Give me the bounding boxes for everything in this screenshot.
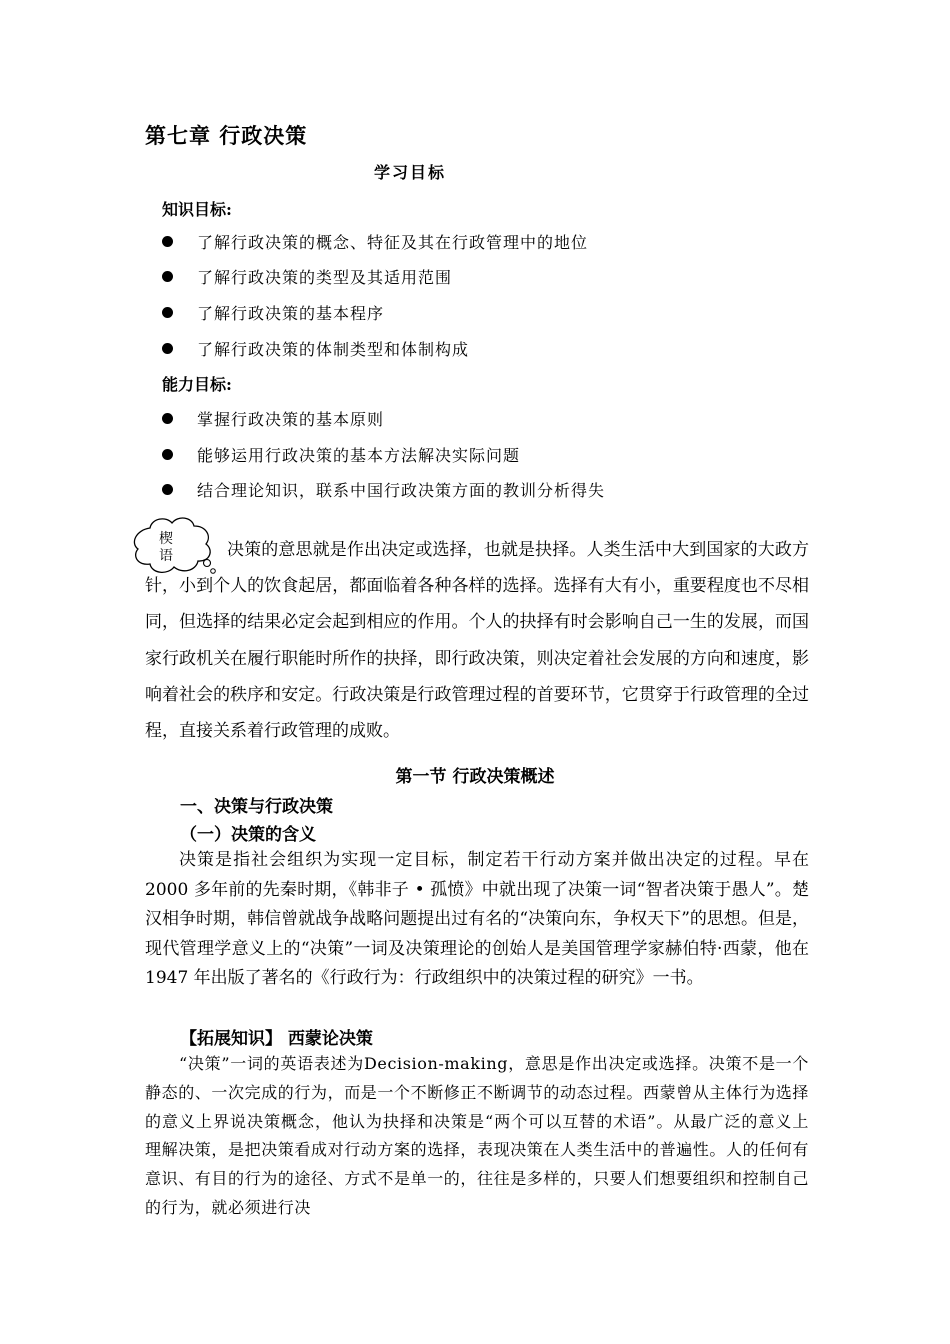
knowledge-goal-item: 了解行政决策的概念、特征及其在行政管理中的地位	[162, 230, 588, 253]
bullet-icon	[162, 307, 173, 318]
knowledge-goal-item: 了解行政决策的类型及其适用范围	[162, 265, 452, 288]
bullet-icon	[162, 449, 173, 460]
knowledge-goal-item: 了解行政决策的体制类型和体制构成	[162, 337, 469, 360]
extension-heading: 【拓展知识】 西蒙论决策	[180, 1029, 373, 1049]
bullet-icon	[162, 343, 173, 354]
bullet-icon	[162, 271, 173, 282]
ability-goal-item: 结合理论知识，联系中国行政决策方面的教训分析得失	[162, 478, 605, 501]
section-title: 第一节 行政决策概述	[395, 767, 555, 787]
ability-goal-item: 能够运用行政决策的基本方法解决实际问题	[162, 443, 520, 466]
ability-goals-heading: 能力目标:	[162, 375, 232, 394]
knowledge-goal-item: 了解行政决策的基本程序	[162, 301, 384, 324]
objectives-title: 学习目标	[373, 163, 446, 182]
chapter-title: 第七章 行政决策	[145, 124, 308, 148]
bullet-icon	[162, 413, 173, 424]
extension-paragraph: “决策”一词的英语表述为Decision-making，意思是作出决定或选择。决策不是一个静态的、一次完成的行为，而是一个不断修正不断调节的动态过程。西蒙曾从主体行为选择的意义上界说决策概念，他认为抉择和决策是“两个可以互替的术语”。从最广泛的意义上理解决策，是把决策看成对行动方案的选择，表现决策在人类生活中的普遍性。人的任何有意识、有目的行为的途径、方式不是单一的，往往是多样的，只要人们想要组织和控制自己的行为，就必须进行决	[145, 1054, 810, 1217]
intro-label: 楔语	[159, 531, 173, 564]
bullet-icon	[162, 236, 173, 247]
section-heading-1: 一、决策与行政决策	[180, 797, 333, 817]
knowledge-goals-heading: 知识目标:	[162, 200, 232, 219]
section-heading-2: （一）决策的含义	[180, 825, 316, 845]
bullet-icon	[162, 484, 173, 495]
definition-paragraph: 决策是指社会组织为实现一定目标，制定若干行动方案并做出决定的过程。早在 2000 多年前的先秦时期，《韩非子 • 孤愤》中就出现了决策一词“智者决策于愚人”。楚汉相争时期，韩信曾就战争战略问题提出过有名的“决策向东，争权天下”的思想。但是，现代管理学意义上的“决策”一词及决策理论的创始人是美国管理学家赫伯特·西蒙，他在 1947 年出版了著名的《行政行为：行政组织中的决策过程的研究》一书。	[145, 850, 809, 988]
intro-paragraph: 决策的意思就是作出决定或选择，也就是抉择。人类生活中大到国家的大政方针，小到个人的饮食起居，都面临着各种各样的选择。选择有大有小，重要程度也不尽相同，但选择的结果必定会起到相应的作用。个人的抉择有时会影响自己一生的发展，而国家行政机关在履行职能时所作的抉择，即行政决策，则决定着社会发展的方向和速度，影响着社会的秩序和安定。行政决策是行政管理过程的首要环节，它贯穿于行政管理的全过程，直接关系着行政管理的成败。	[145, 540, 809, 742]
ability-goal-item: 掌握行政决策的基本原则	[162, 407, 384, 430]
